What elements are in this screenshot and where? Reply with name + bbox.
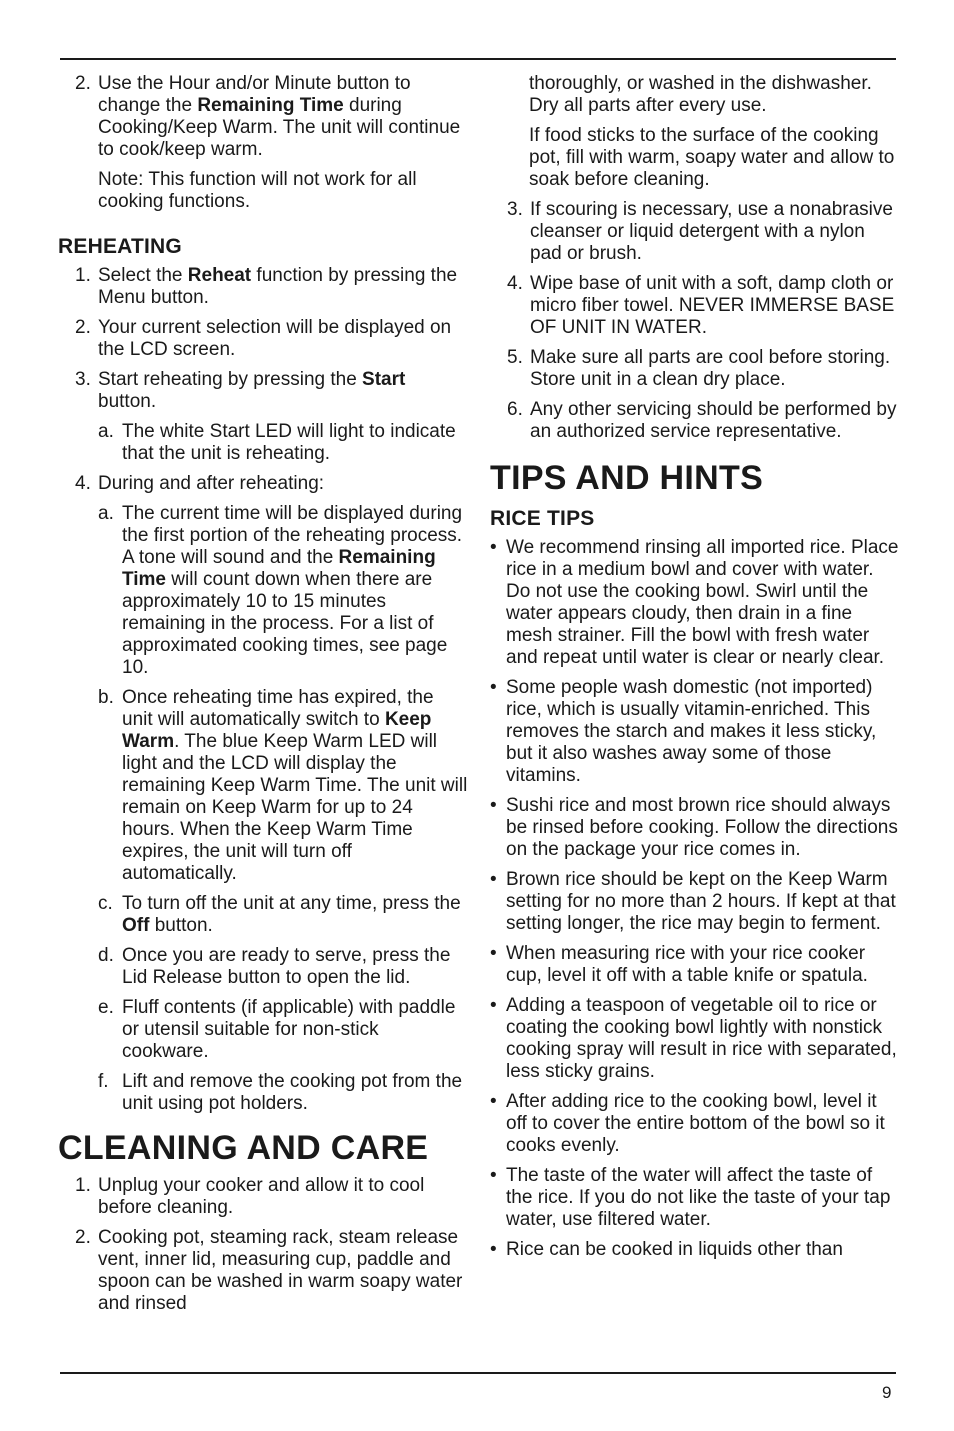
list-item: 2. Cooking pot, steaming rack, steam release vent, inner lid, measuring cup, paddle and spoon can be washed in warm soapy water and rinsed bbox=[75, 1227, 463, 1314]
bullet-icon: • bbox=[490, 943, 497, 964]
sub-list-item: a. The current time will be displayed during the first portion of the reheating process. A tone will sound and the Remaining Time will count down when there are approximately 10 to 15 minutes remaining in the process. For a list of approximated cooking times, see page 10. bbox=[98, 503, 463, 678]
list-item: 3. If scouring is necessary, use a nonabrasive cleanser or liquid detergent with a nylon pad or brush. bbox=[507, 199, 893, 264]
tips-heading: TIPS AND HINTS bbox=[490, 459, 764, 497]
bullet-item: • Adding a teaspoon of vegetable oil to rice or coating the cooking bowl lightly with nonstick cooking spray will result in rice with separated, less sticky grains. bbox=[490, 995, 897, 1082]
bullet-icon: • bbox=[490, 1239, 497, 1260]
list-item: 3. Start reheating by pressing the Start button. bbox=[75, 369, 406, 412]
list-text: Use the Hour and/or Minute button to change the Remaining Time during Cooking/Keep Warm. The unit will continue to cook/keep warm. bbox=[98, 73, 461, 160]
bullet-icon: • bbox=[490, 677, 497, 698]
bullet-icon: • bbox=[490, 869, 497, 890]
sub-list-item: f. Lift and remove the cooking pot from the unit using pot holders. bbox=[98, 1071, 463, 1114]
bottom-rule bbox=[60, 1372, 896, 1374]
top-rule bbox=[60, 58, 896, 60]
list-item: 4. During and after reheating: bbox=[75, 473, 325, 494]
list-item bbox=[58, 73, 468, 161]
sub-list-item: e. Fluff contents (if applicable) with paddle or utensil suitable for non-stick cookware. bbox=[98, 997, 456, 1062]
bullet-item: • After adding rice to the cooking bowl, level it off to cover the entire bottom of the bowl so it cooks evenly. bbox=[490, 1091, 885, 1156]
sub-list-item: d. Once you are ready to serve, press the Lid Release button to open the lid. bbox=[98, 945, 451, 988]
left-column bbox=[58, 73, 468, 1323]
bullet-item: • Rice can be cooked in liquids other than bbox=[490, 1239, 843, 1260]
cleaning-heading: CLEANING AND CARE bbox=[58, 1129, 429, 1167]
bullet-item: • Sushi rice and most brown rice should always be rinsed before cooking. Follow the directions on the package your rice comes in. bbox=[490, 795, 898, 860]
bullet-item: • The taste of the water will affect the taste of the rice. If you do not like the taste of your tap water, use filtered water. bbox=[490, 1165, 891, 1230]
page-number: 9 bbox=[882, 1383, 892, 1402]
continued-text: If food sticks to the surface of the cooking pot, fill with warm, soapy water and allow to soak before cleaning. bbox=[529, 125, 895, 190]
list-item: 1. Select the Reheat function by pressing the Menu button. bbox=[75, 265, 458, 308]
continued-text: thoroughly, or washed in the dishwasher. Dry all parts after every use. bbox=[529, 73, 872, 116]
bullet-icon: • bbox=[490, 537, 497, 558]
list-item: 6. Any other servicing should be performed by an authorized service representative. bbox=[507, 399, 897, 442]
bullet-icon: • bbox=[490, 1165, 497, 1186]
list-item: 2. Your current selection will be displayed on the LCD screen. bbox=[75, 317, 452, 360]
sub-list-item: a. The white Start LED will light to indicate that the unit is reheating. bbox=[98, 421, 456, 464]
bullet-icon: • bbox=[490, 1091, 497, 1112]
bullet-icon: • bbox=[490, 995, 497, 1016]
bullet-icon: • bbox=[490, 795, 497, 816]
sub-list-item: c. To turn off the unit at any time, press the Off button. bbox=[98, 893, 461, 936]
bullet-item: • We recommend rinsing all imported rice. Place rice in a medium bowl and cover with water. Do not use the cooking bowl. Swirl until the water appears cloudy, then drain in a fine mesh strainer. Fill the bowl with fresh water and repeat until water is clear or nearly clear. bbox=[490, 537, 899, 668]
list-item: 1. Unplug your cooker and allow it to cool before cleaning. bbox=[75, 1175, 425, 1218]
list-item: 4. Wipe base of unit with a soft, damp cloth or micro fiber towel. NEVER IMMERSE BASE OF UNIT IN WATER. bbox=[507, 273, 895, 338]
rice-tips-heading: RICE TIPS bbox=[490, 507, 595, 530]
list-number: 2. bbox=[75, 73, 91, 94]
right-column bbox=[490, 73, 900, 1269]
bullet-item: • When measuring rice with your rice cooker cup, level it off with a table knife or spatula. bbox=[490, 943, 868, 986]
bullet-item: • Brown rice should be kept on the Keep Warm setting for no more than 2 hours. If kept at that setting longer, the rice may begin to ferment. bbox=[490, 869, 896, 934]
bullet-item: • Some people wash domestic (not imported) rice, which is usually vitamin-enriched. This removes the starch and makes it less sticky, but it also washes away some of those vitamins. bbox=[490, 677, 877, 786]
note-text: Note: This function will not work for all cooking functions. bbox=[98, 169, 417, 212]
sub-list-item: b. Once reheating time has expired, the unit will automatically switch to Keep Warm. The blue Keep Warm LED will light and the LCD will display the remaining Keep Warm Time. The unit will remain on Keep Warm for up to 24 hours. When the Keep Warm Time expires, the unit will turn off automatically. bbox=[98, 687, 468, 884]
reheating-heading: REHEATING bbox=[58, 235, 182, 258]
list-item: 5. Make sure all parts are cool before storing. Store unit in a clean dry place. bbox=[507, 347, 891, 390]
